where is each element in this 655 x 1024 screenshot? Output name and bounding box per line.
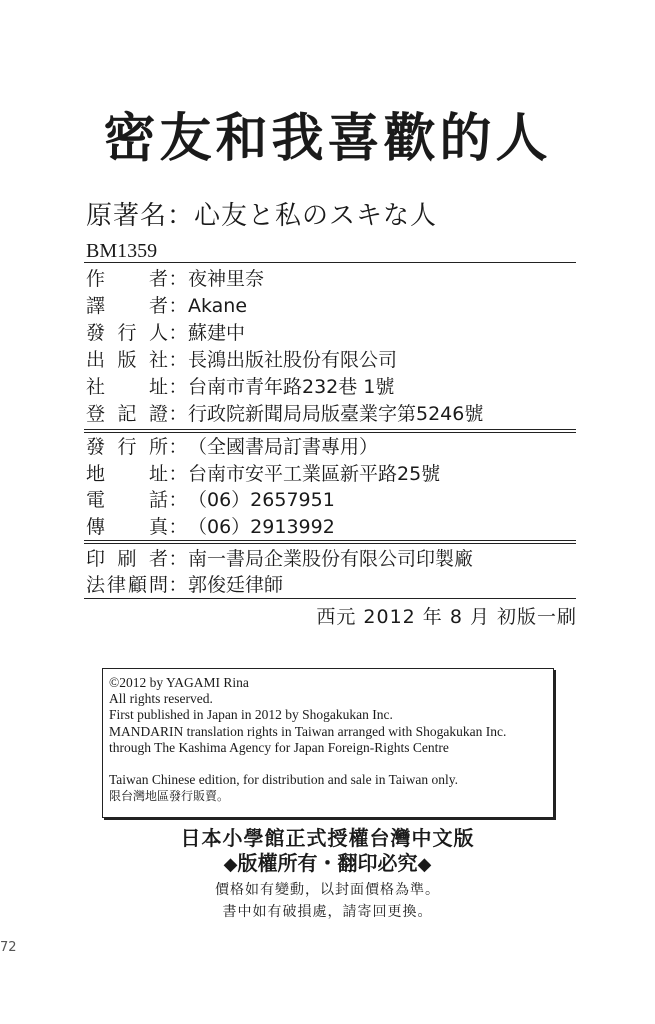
credit-row — [86, 294, 247, 318]
credit-value: 蘇建中 — [188, 322, 246, 344]
original-title: 原著名：心友と私のスキな人 — [86, 201, 438, 231]
credit-colon: ： — [168, 403, 188, 425]
book-title: 密友和我喜歡的人 — [103, 109, 552, 169]
authorization-statement: 日本小學館正式授權台灣中文版 — [180, 826, 475, 850]
credit-row — [86, 348, 397, 372]
divider — [84, 598, 576, 599]
page-number: 72 — [0, 940, 17, 955]
copyright-box — [102, 668, 554, 818]
credit-value: 南一書局企業股份有限公司印製廠 — [188, 548, 474, 570]
credit-label: 譯者 — [86, 295, 168, 317]
credit-value: Akane — [188, 295, 248, 317]
diamond-icon: ◆ — [223, 854, 238, 875]
copyright-line: All rights reserved. — [109, 691, 213, 707]
credit-label: 地址 — [86, 462, 168, 485]
publication-date: 西元 2012 年 8 月 初版一刷 — [316, 606, 577, 628]
price-note: 價格如有變動，以封面價格為準。 — [215, 882, 440, 898]
credit-label: 出版社 — [86, 349, 168, 371]
credit-row — [86, 267, 264, 291]
distribution-note: 限台灣地區發行販賣。 — [109, 789, 230, 804]
credit-colon: ： — [168, 268, 188, 290]
credit-row — [86, 375, 394, 399]
divider — [84, 540, 576, 541]
divider — [84, 432, 576, 433]
credit-row — [86, 547, 473, 571]
credit-colon: ： — [168, 322, 188, 344]
credit-row — [86, 488, 335, 512]
credit-label: 印刷者 — [86, 548, 168, 570]
rights-text: 版權所有・翻印必究 — [237, 851, 418, 875]
credit-label: 登記證 — [86, 403, 168, 425]
divider — [84, 543, 576, 544]
edition-note: Taiwan Chinese edition, for distribution and sale in Taiwan only. — [109, 772, 459, 788]
copyright-line: ©2012 by YAGAMI Rina — [109, 675, 249, 690]
credit-value: 行政院新聞局局版臺業字第5246號 — [188, 403, 484, 425]
credit-value: 夜神里奈 — [188, 268, 265, 290]
divider — [84, 429, 576, 430]
credit-row — [86, 573, 283, 597]
credit-label: 發行人 — [86, 322, 168, 344]
credit-row — [86, 402, 483, 426]
credit-colon: ： — [168, 349, 188, 371]
credit-value: 長鴻出版社股份有限公司 — [188, 349, 398, 371]
credit-value: （全國書局訂書專用） — [188, 436, 379, 458]
credit-colon: ： — [168, 376, 188, 398]
credit-label: 電話 — [86, 489, 168, 511]
credit-colon: ： — [168, 548, 188, 570]
credit-value: 台南市安平工業區新平路25號 — [188, 462, 441, 485]
credit-row — [86, 462, 440, 486]
credit-value: （06）2913992 — [188, 515, 335, 538]
credit-label: 社址 — [86, 376, 168, 398]
credit-row — [86, 321, 245, 345]
credit-colon: ： — [168, 489, 188, 511]
credit-value: 郭俊廷律師 — [188, 574, 284, 596]
credit-colon: ： — [168, 436, 188, 458]
rights-statement — [0, 851, 655, 877]
damage-note: 書中如有破損處，請寄回更換。 — [222, 904, 433, 920]
credit-label: 傳真 — [86, 515, 168, 538]
diamond-icon: ◆ — [417, 854, 432, 875]
credit-value: 台南市青年路232巷 1號 — [188, 376, 395, 398]
credit-colon: ： — [168, 515, 188, 538]
credit-value: （06）2657951 — [188, 489, 335, 511]
credit-label: 作者 — [86, 268, 168, 290]
copyright-line: First published in Japan in 2012 by Shogakukan Inc. — [109, 707, 393, 723]
credit-colon: ： — [168, 574, 188, 596]
credit-row — [86, 435, 378, 459]
copyright-line: MANDARIN translation rights in Taiwan arranged with Shogakukan Inc. — [109, 723, 507, 739]
credit-colon: ： — [168, 295, 188, 317]
copyright-line: through The Kashima Agency for Japan Foreign-Rights Centre — [109, 739, 449, 755]
credit-label: 發行所 — [86, 436, 168, 458]
divider — [84, 262, 576, 263]
credit-label: 法律顧問 — [86, 574, 168, 596]
book-code: BM1359 — [86, 240, 158, 262]
credit-row — [86, 515, 335, 539]
credit-colon: ： — [168, 462, 188, 485]
